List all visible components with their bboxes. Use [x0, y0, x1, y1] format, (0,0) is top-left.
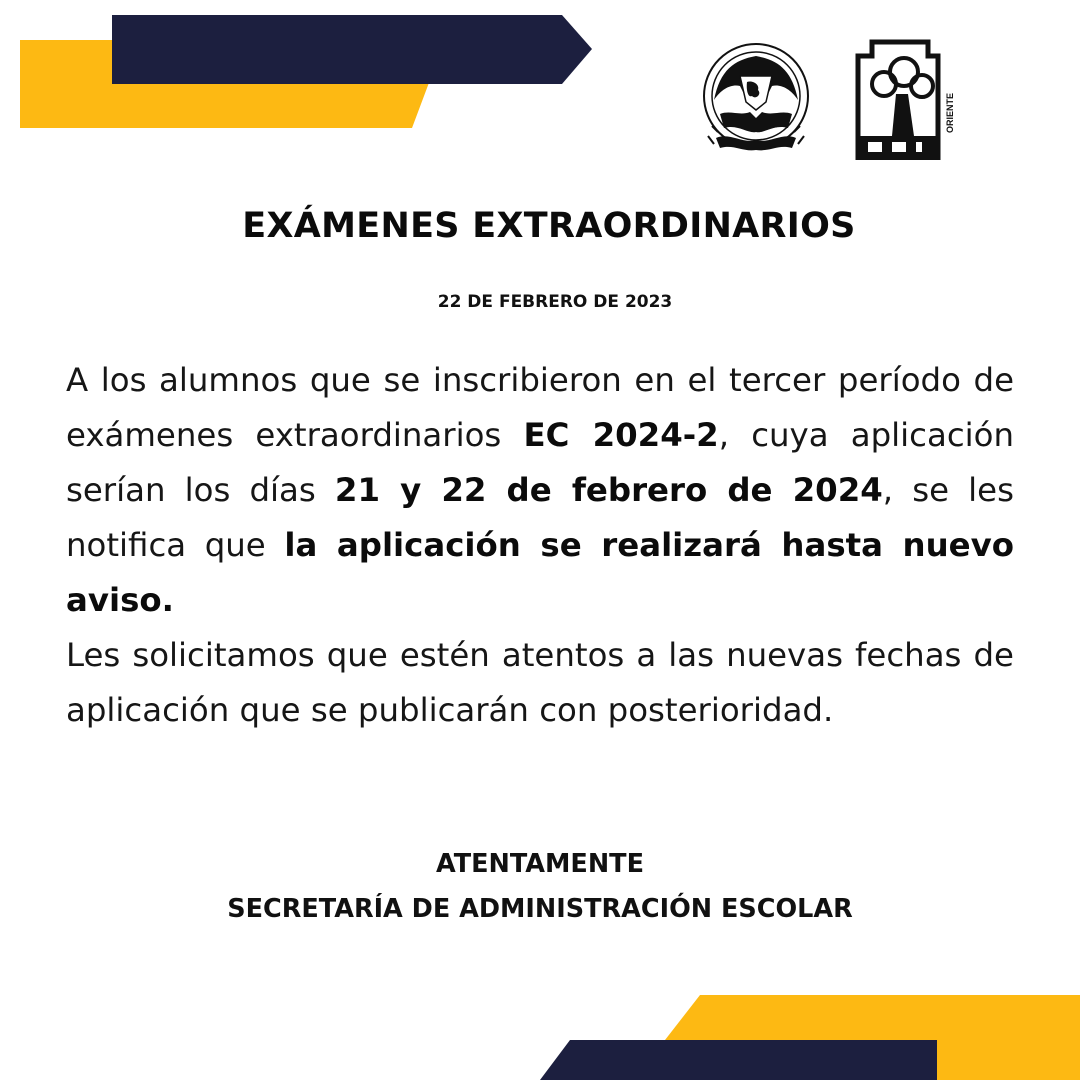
notice-paragraph-2: Les solicitamos que estén atentos a las nuevas fechas de aplicación que se publicarán con posterioridad. — [66, 636, 1014, 729]
paragraph-1-text-a: A los alumnos que se inscribieron en el tercer período de exámenes extraordinarios — [66, 361, 1014, 454]
closing-signature: SECRETARÍA DE ADMINISTRACIÓN ESCOLAR — [227, 894, 853, 924]
bottom-gold-stripe — [665, 995, 1080, 1080]
bottom-navy-stripe — [540, 1040, 937, 1080]
paragraph-1-postponement: la aplicación se realizará hasta nuevo aviso. — [66, 526, 1014, 619]
notice-date: 22 DE FEBRERO DE 2023 — [437, 292, 673, 312]
top-navy-stripe — [112, 15, 592, 84]
unam-seal-icon — [700, 40, 812, 158]
paragraph-1-exam-dates: 21 y 22 de febrero de 2024 — [334, 471, 883, 509]
notice-paragraph-1 — [66, 353, 1014, 628]
cch-oriente-label: ORIENTE — [945, 92, 955, 133]
cch-oriente-logo-icon — [852, 38, 958, 160]
closing-salutation: ATENTAMENTE — [435, 849, 644, 879]
top-decorative-banner — [0, 0, 600, 140]
paragraph-1-text-b: , cuya aplicación serían los días — [66, 416, 1014, 509]
notice-body — [66, 353, 1014, 738]
notice-closing — [0, 842, 1080, 932]
paragraph-1-exam-code: EC 2024-2 — [523, 416, 719, 454]
paragraph-1-text-c: , se les notifica que — [66, 471, 1014, 564]
page-title: EXÁMENES EXTRAORDINARIOS — [242, 206, 856, 246]
